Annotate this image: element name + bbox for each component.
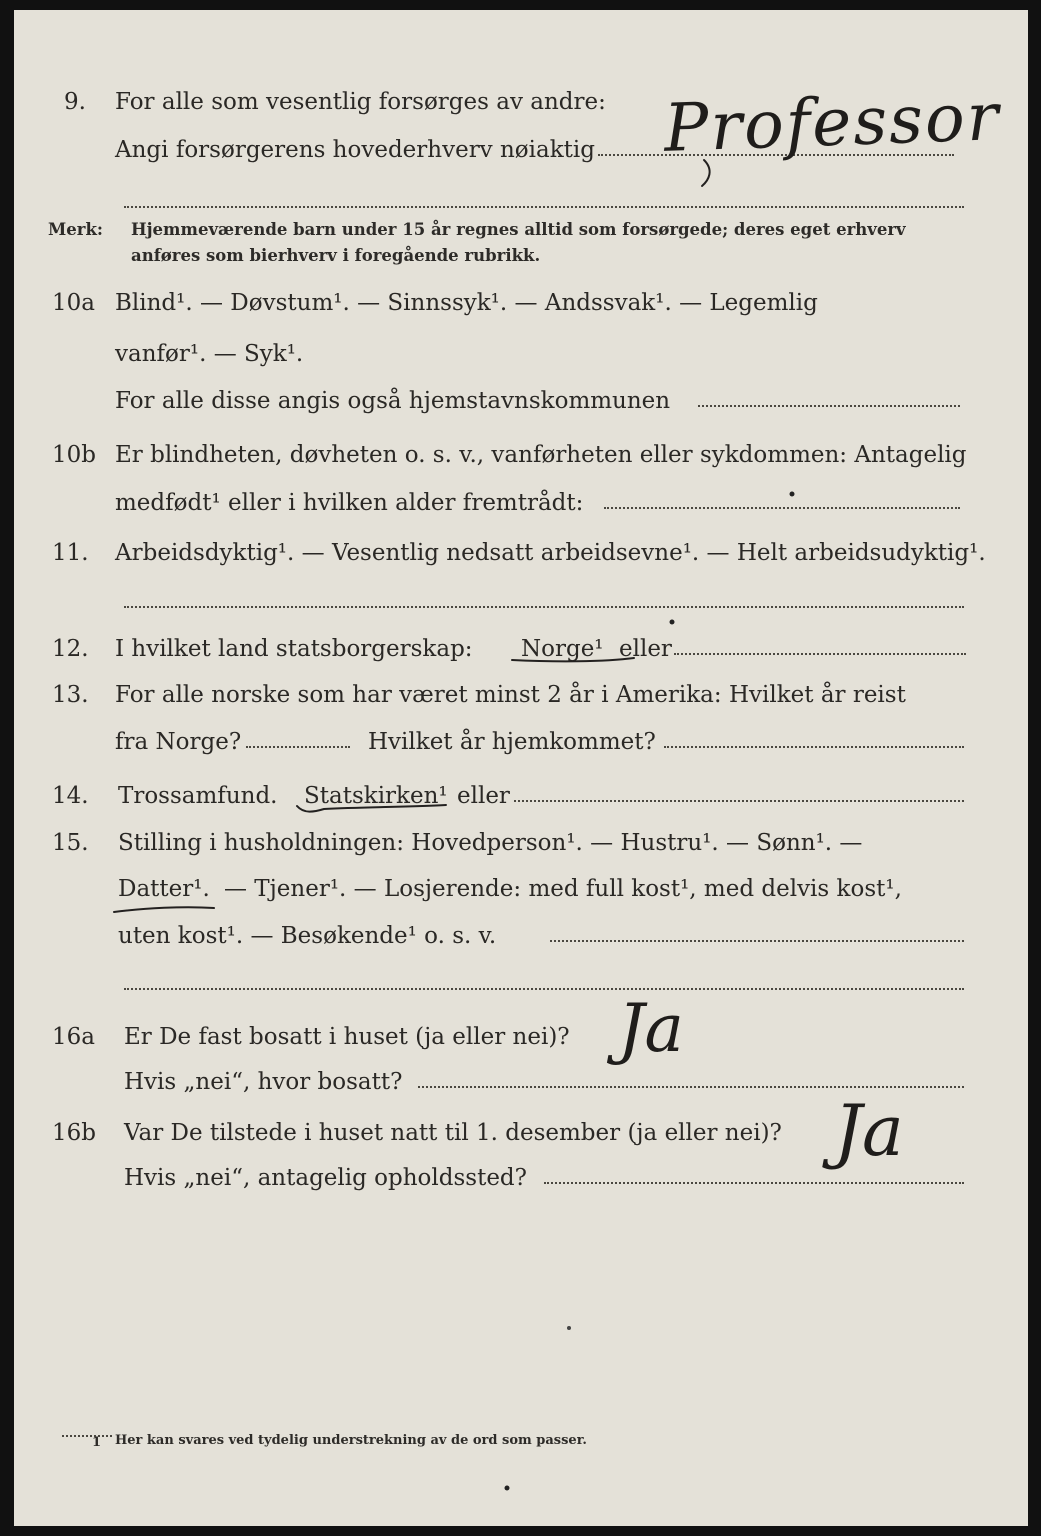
census-form-page (14, 10, 1028, 1526)
q16a-handwritten-answer: Ja (618, 990, 684, 1067)
q16b-line1: Var De tilstede i huset natt til 1. desember (ja eller nei)? (124, 1120, 782, 1146)
q16a-line1: Er De fast bosatt i huset (ja eller nei)? (124, 1024, 570, 1050)
q10a-line3: For alle disse angis også hjemstavnskommunen (115, 388, 671, 414)
q9-handwritten-answer: Professor (662, 78, 1002, 167)
footnote-mark: 1 (92, 1435, 102, 1450)
bottom-dot (505, 1486, 510, 1491)
q12-norge-option: Norge¹ (521, 636, 604, 662)
q12-line1: I hvilket land statsborgerskap: (115, 636, 473, 662)
q10a-line2: vanfør¹. — Syk¹. (115, 341, 304, 367)
q13-line2a: fra Norge? (115, 729, 242, 755)
q11-number: 11. (52, 540, 89, 566)
q12-ink-dot (670, 620, 675, 625)
q14-label: Trossamfund. (118, 783, 278, 809)
q11-line1: Arbeidsdyktig¹. — Vesentlig nedsatt arbeidsevne¹. — Helt arbeidsudyktig¹. (115, 540, 986, 566)
merk-label: Merk: (48, 220, 103, 239)
q9-stray-stroke (702, 160, 710, 186)
merk-line2: anføres som bierhverv i foregående rubrikk. (131, 246, 541, 265)
q10a-line1: Blind¹. — Døvstum¹. — Sinnssyk¹. — Andssvak¹. — Legemlig (115, 290, 818, 316)
q13-number: 13. (52, 682, 89, 708)
q15-datter-option: Datter¹. (118, 876, 210, 902)
q15-line1: Stilling i husholdningen: Hovedperson¹. — Hustru¹. — Sønn¹. — (118, 830, 863, 856)
q10b-line2: medfødt¹ eller i hvilken alder fremtrådt: (115, 490, 584, 516)
q9-line1: For alle som vesentlig forsørges av andre: (115, 89, 606, 115)
q10a-number: 10a (52, 290, 95, 316)
footnote-text: Her kan svares ved tydelig understrekning av de ord som passer. (115, 1433, 587, 1448)
q12-eller: eller (619, 636, 672, 662)
q16b-line2: Hvis „nei“, antagelig opholdssted? (124, 1165, 527, 1191)
q12-number: 12. (52, 636, 89, 662)
merk-line1: Hjemmeværende barn under 15 år regnes alltid som forsørgede; deres eget erhverv (131, 220, 906, 239)
stray-dot (567, 1326, 571, 1330)
q15-underline-stroke (114, 907, 214, 912)
q9-line2: Angi forsørgerens hovederhverv nøiaktig (115, 137, 595, 163)
q16b-number: 16b (52, 1120, 96, 1146)
q14-underline-stroke (297, 805, 446, 812)
q15-line2: — Tjener¹. — Losjerende: med full kost¹, med delvis kost¹, (224, 876, 902, 902)
q13-line2b: Hvilket år hjemkommet? (368, 729, 656, 755)
q16a-number: 16a (52, 1024, 95, 1050)
q9-number: 9. (64, 89, 86, 115)
q10b-line1: Er blindheten, døvheten o. s. v., vanførheten eller sykdommen: Antagelig (115, 442, 967, 468)
handwriting-strokes (14, 10, 1028, 1526)
q12-underline-stroke (512, 658, 634, 661)
q15-number: 15. (52, 830, 89, 856)
q13-line1: For alle norske som har været minst 2 år i Amerika: Hvilket år reist (115, 682, 906, 708)
q10b-number: 10b (52, 442, 96, 468)
q10b-ink-dot (790, 492, 795, 497)
q16b-handwritten-answer: Ja (834, 1090, 904, 1172)
q14-number: 14. (52, 783, 89, 809)
q15-line3: uten kost¹. — Besøkende¹ o. s. v. (118, 923, 497, 949)
q14-eller: eller (457, 783, 510, 809)
q14-statskirken-option: Statskirken¹ (304, 783, 448, 809)
q16a-line2: Hvis „nei“, hvor bosatt? (124, 1069, 403, 1095)
